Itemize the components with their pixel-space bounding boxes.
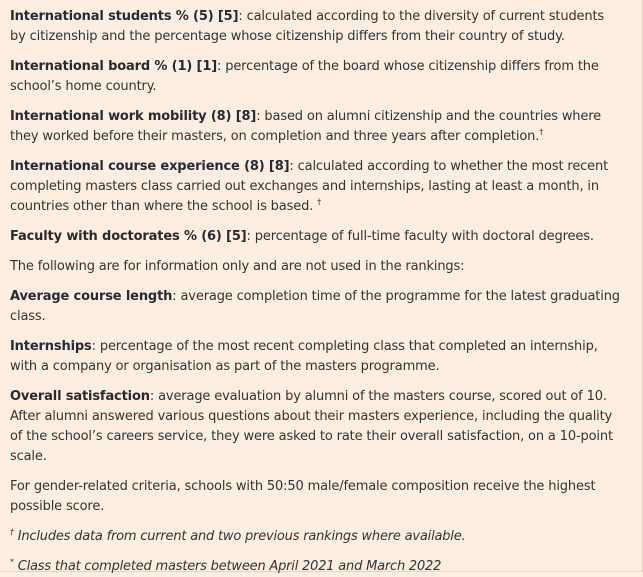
definition-text: average evaluation by alumni of the masters course, scored out of 10. After alumni answered various questions about their masters experience, including the quality of the school’s careers service, they were asked to rate their overall satisfaction, on a 10-point scale. [10, 389, 613, 464]
footnote-mark: † [317, 197, 321, 207]
footnote-mark: * [10, 557, 14, 567]
definition-text: percentage of the most recent completing class that completed an internship, with a company or organisation as part of the masters programme. [10, 339, 598, 374]
gender-criteria-note [10, 477, 620, 517]
definition-average-course-length [10, 287, 620, 327]
definition-text: calculated according to the diversity of current students by citizenship and the percentage whose citizenship differs from their country of study. [10, 9, 605, 44]
footnote-asterisk [10, 557, 620, 577]
definition-separator: : [256, 109, 265, 124]
definition-separator: : [172, 289, 181, 304]
definition-internships [10, 337, 620, 377]
definition-international-course-experience [10, 157, 620, 217]
definition-text: based on alumni citizenship and the countries where they worked before their masters, on completion and three years after completion. [10, 109, 601, 144]
footnote-text: Includes data from current and two previous rankings where available. [13, 529, 466, 544]
definition-separator: : [289, 159, 298, 174]
definition-separator: : [149, 389, 159, 404]
definition-international-work-mobility [10, 107, 620, 147]
definition-faculty-with-doctorates [10, 227, 620, 247]
definition-international-board [10, 57, 620, 97]
definition-term: International students % (5) [5] [10, 9, 239, 24]
footnote-mark: † [10, 527, 14, 537]
definition-overall-satisfaction [10, 387, 620, 467]
definition-separator: : [217, 59, 226, 74]
definition-term: Overall satisfaction [10, 389, 150, 404]
definition-separator: : [91, 339, 100, 354]
definition-term: International board % (1) [1] [10, 59, 218, 74]
definition-term: Faculty with doctorates % (6) [5] [10, 229, 247, 244]
paragraph-text: The following are for information only and are not used in the rankings: [10, 259, 465, 274]
information-only-intro [10, 257, 620, 277]
definition-text: percentage of the board whose citizenship differs from the school’s home country. [10, 59, 599, 94]
footnote-dagger [10, 527, 620, 547]
definition-term: International course experience (8) [8] [10, 159, 290, 174]
definition-text: calculated according to whether the most recent completing masters class carried out exchanges and internships, lasting at least a month, in countries other than where the school is based. [10, 159, 609, 214]
definition-term: Average course length [10, 289, 173, 304]
definition-international-students [10, 7, 620, 47]
definition-text: percentage of full-time faculty with doctoral degrees. [254, 229, 594, 244]
paragraph-text: For gender-related criteria, schools with 50:50 male/female composition receive the highest possible score. [10, 479, 596, 514]
definition-term: Internships [10, 339, 92, 354]
definition-term: International work mobility (8) [8] [10, 109, 257, 124]
footnote-mark: † [539, 127, 544, 137]
definition-separator: : [246, 229, 255, 244]
footnote-text: Class that completed masters between April 2021 and March 2022 [13, 559, 442, 574]
definition-text: average completion time of the programme for the latest graduating class. [10, 289, 620, 324]
definition-separator: : [238, 9, 247, 24]
